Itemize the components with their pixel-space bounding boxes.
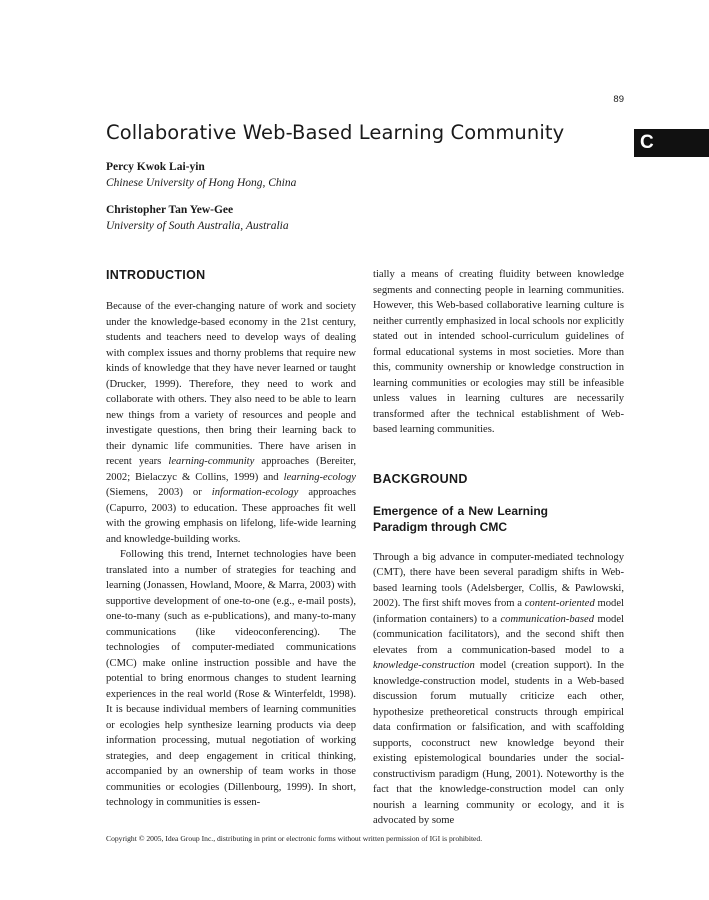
introduction-paragraph: Because of the ever-changing nature of work and society under the knowledge-based economy in the 21st century, students and teachers need to develop ways of dealing with complex issues and thorny problems that require new kinds of knowledge that they have never learned or taught (Drucker, 1999). Therefore, they need to work and collaborate with others. They also need to be able to learn new things from a variety of resources and people and investigate questions, then bring their learning back to their dynamic life communities. There have arisen in recent years learning-community approaches (Bereiter, 2002; Bielaczyc & Collins, 1999) and learning-ecology (Siemens, 2003) or information-ecology approaches (Capurro, 2003) to education. These approaches fit well with the growing emphasis on lifelong, life-wide learning and knowledge-building works. (106, 301, 357, 545)
author-affiliation: University of South Australia, Australia (106, 220, 289, 232)
introduction-heading: INTRODUCTION (106, 268, 206, 282)
author-name: Percy Kwok Lai-yin (106, 161, 205, 173)
introduction-paragraph: Following this trend, Internet technologies have been translated into a number of strategies for teaching and learning (Jonassen, Howland, Moore, & Marra, 2003) with supportive development of one-to-one (e.g., e-mail posts), one-to-many (such as e-publications), and many-to-many communications (like videoconferencing). The technologies of computer-mediated communications (CMC) make online instruction possible and have the potential to bring enormous changes to student learning experiences in the real world (Rose & Winterfeldt, 1998). It is because individual members of learning communities or ecologies help synthesize learning products via deep information processing, mutual negotiation of working strategies, and deep engagement in critical thinking, accompanied by an ownership of team works in those communities or ecologies (Dillenbourg, 1999). In short, technology in communities is essen- (106, 549, 356, 808)
background-heading: BACKGROUND (373, 471, 468, 486)
article-title: Collaborative Web-Based Learning Community (106, 121, 565, 144)
background-paragraph: Through a big advance in computer-mediated technology (CMT), there have been several paradigm shifts in Web-based learning tools (Adelsberger, Collis, & Pawlowski, 2002). The first shift moves from a content-oriented model (information containers) to a communication-based model (communication facilitators), and the second shift then elevates from a communication-based model to a knowledge-construction model (creation support). In the knowledge-construction model, students in a Web-based discussion forum mutually criticize each other, hypothesize pretheoretical constructs through empirical data confirmation or falsification, and with scaffolding supports, coconstruct new knowledge beyond their existing epistemological boundaries under the social-constructivism paradigm (Hung, 2001). Noteworthy is the fact that the knowledge-construction model can only nourish a learning community or ecology, and it is advocated by some (373, 551, 624, 826)
background-subheading: Emergence of a New Learning Paradigm through CMC (373, 503, 548, 534)
copyright-footer: Copyright © 2005, Idea Group Inc., distributing in print or electronic forms without written permission of IGI is prohibited. (106, 834, 483, 843)
author-name: Christopher Tan Yew-Gee (106, 204, 234, 216)
section-tab: C (634, 129, 709, 157)
page-number: 89 (613, 94, 624, 105)
left-column (106, 267, 356, 811)
right-column (373, 267, 624, 829)
author-block (106, 202, 289, 234)
author-block (106, 159, 296, 191)
author-affiliation: Chinese University of Hong Hong, China (106, 177, 297, 189)
introduction-paragraph-continued: tially a means of creating fluidity between knowledge segments and connecting people in learning communities. However, this Web-based collaborative learning culture is neither currently emphasized in local schools nor explicitly stated out in intended school-curriculum guidelines of formal educational systems in most societies. More than this, community ownership or knowledge construction in learning communities or ecologies may still be infeasible unless values in learning cultures are necessarily transformed after the technical establishment of Web-based learning communities. (373, 269, 624, 435)
